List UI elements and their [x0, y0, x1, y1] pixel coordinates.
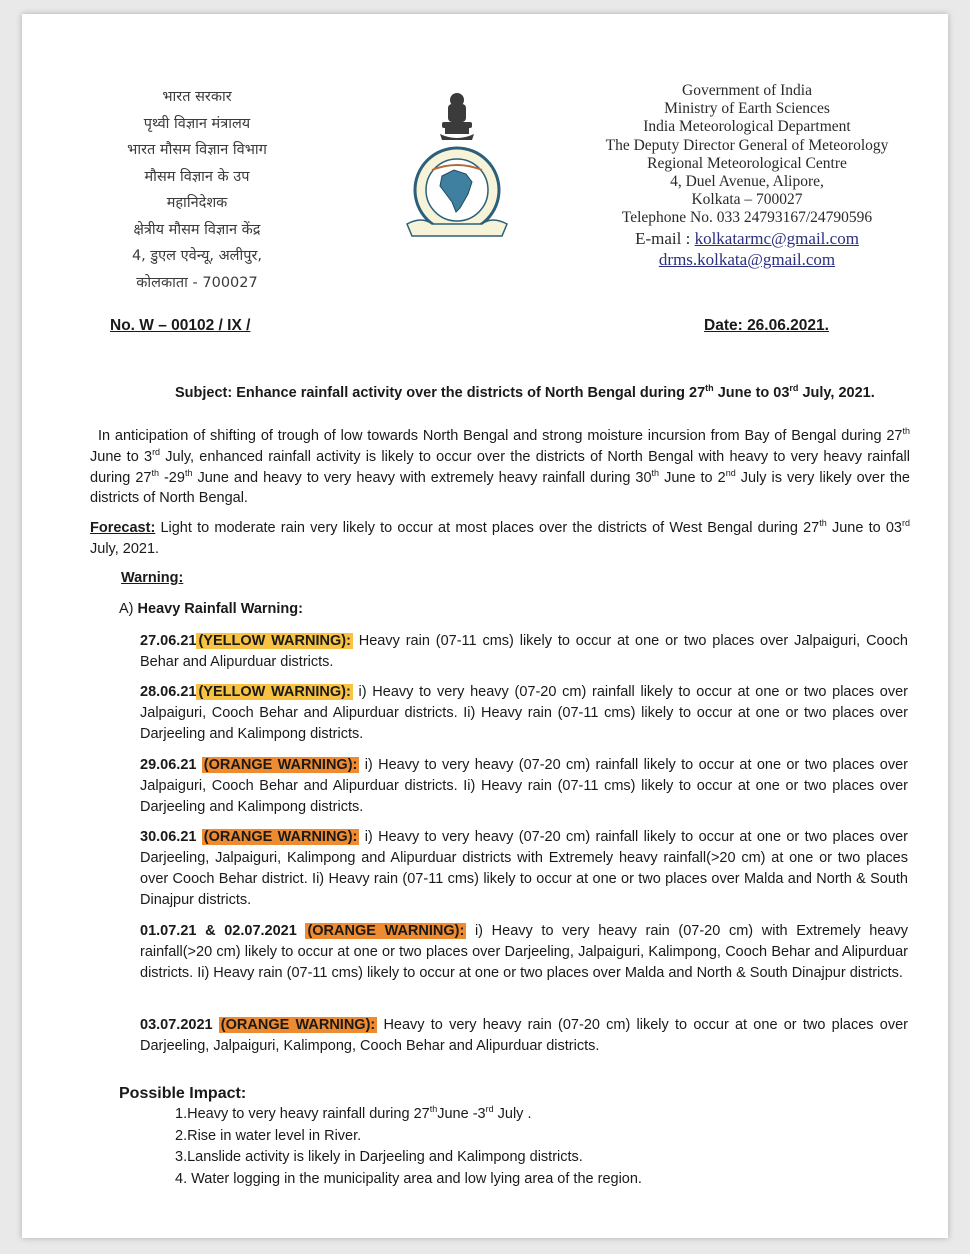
english-line: Telephone No. 033 24793167/24790596: [621, 209, 873, 227]
warning-item: 03.07.2021 (ORANGE WARNING): Heavy to very heavy rain (07-20 cm) likely to occur at one or two places over Darjeeling, Jalpaiguri, Kalimpong, Cooch Behar and Alipurduar districts.: [140, 1017, 908, 1054]
orange-warning-badge: (ORANGE WARNING):: [307, 923, 465, 939]
warning-item: 01.07.21 & 02.07.2021 (ORANGE WARNING): i) Heavy to very heavy rain (07-20 cm) with Extremely heavy rainfall(>20 cm) likely to occur at one or two places over Darjeeling, Jalpaiguri, Kalimpong, Cooch Behar and Alipurduar districts. Ii) Heavy rain (07-11 cms) likely to occur at one or two places over Malda and North & South Dinajpur districts.: [140, 923, 908, 981]
forecast-label: Forecast:: [90, 520, 156, 536]
impact-list: [175, 1104, 895, 1190]
intro-paragraph: In anticipation of shifting of trough of low towards North Bengal and strong moisture incursion from Bay of Bengal during 27th June to 3rd July, enhanced rainfall activity is likely to occur over the districts of North Bengal with heavy to very heavy rainfall during 27th -29th June and heavy to very heavy with extremely heavy rainfall during 30th June to 2nd July is very likely over the districts of North Bengal.: [90, 426, 910, 507]
hindi-line: भारत मौसम विज्ञान विभाग: [127, 142, 267, 158]
hindi-line: 4, डुएल एवेन्यू, अलीपुर,: [131, 248, 263, 264]
impact-heading: Possible Impact:: [119, 1085, 247, 1102]
imd-emblem-icon: [402, 90, 512, 250]
subject-line: Subject: Enhance rainfall activity over the districts of North Bengal during 27th June to 03rd July, 2021.: [175, 383, 875, 401]
english-line: Ministry of Earth Sciences: [664, 100, 830, 118]
list-item: 1.Heavy to very heavy rainfall during 27thJune -3rd July .: [175, 1104, 532, 1122]
list-item: 3.Lanslide activity is likely in Darjeeling and Kalimpong districts.: [175, 1149, 583, 1165]
yellow-warning-badge: (YELLOW WARNING):: [198, 633, 351, 649]
reference-number: No. W – 00102 / IX /: [110, 317, 251, 334]
english-line: India Meteorological Department: [643, 118, 851, 136]
hindi-line: पृथ्वी विज्ञान मंत्रालय: [143, 115, 251, 132]
english-line: Regional Meteorological Centre: [647, 154, 847, 172]
english-line: The Deputy Director General of Meteorology: [605, 136, 889, 154]
email-line: [557, 228, 937, 249]
hindi-line: मौसम विज्ञान के उप: [144, 168, 250, 185]
orange-warning-badge: (ORANGE WARNING):: [203, 757, 358, 773]
orange-warning-badge: (ORANGE WARNING):: [220, 1017, 376, 1033]
english-line: 4, Duel Avenue, Alipore,: [670, 173, 824, 191]
english-letterhead: [557, 82, 937, 270]
warning-item: 29.06.21 (ORANGE WARNING): i) Heavy to very heavy (07-20 cm) rainfall likely to occur at one or two places over Jalpaiguri, Cooch Behar and Alipurduar districts. Ii) Heavy rain (07-11 cms) likely to occur at one or two places over Darjeeling and Kalimpong districts.: [140, 757, 908, 815]
english-line: Kolkata – 700027: [691, 191, 803, 209]
yellow-warning-badge: (YELLOW WARNING):: [198, 684, 351, 700]
hindi-line: क्षेत्रीय मौसम विज्ञान केंद्र: [133, 221, 261, 238]
warning-item: 30.06.21 (ORANGE WARNING): i) Heavy to very heavy (07-20 cm) rainfall likely to occur at one or two places over Darjeeling, Jalpaiguri, Kalimpong and Alipurduar districts with Extremely heavy rainfall(>20 cm) at one or two places over Cooch Behar district. Ii) Heavy rain (07-11 cms) likely to occur at one or two places over Malda and North & South Dinajpur districts.: [140, 829, 908, 908]
english-line: Government of India: [682, 82, 812, 99]
hindi-letterhead: [92, 84, 302, 296]
forecast-paragraph: Forecast: Light to moderate rain very likely to occur at most places over the districts of West Bengal during 27th June to 03rd July, 2021.: [90, 518, 910, 557]
hindi-line: भारत सरकार: [162, 89, 232, 105]
lion-capital-icon: [440, 93, 474, 140]
hindi-line: कोलकाता - 700027: [136, 274, 258, 291]
list-item: 2.Rise in water level in River.: [175, 1127, 362, 1144]
email-label: E-mail :: [635, 228, 695, 248]
document-page: [22, 14, 948, 1238]
list-item: 4. Water logging in the municipality area and low lying area of the region.: [175, 1170, 642, 1187]
document-date: Date: 26.06.2021.: [704, 317, 829, 334]
section-heading: A) Heavy Rainfall Warning:: [119, 601, 303, 617]
warning-item: 27.06.21 (YELLOW WARNING): Heavy rain (07-11 cms) likely to occur at one or two places over Jalpaiguri, Cooch Behar and Alipurduar districts.: [140, 633, 908, 670]
warning-item: 28.06.21 (YELLOW WARNING): i) Heavy to very heavy (07-20 cm) rainfall likely to occur at one or two places over Jalpaiguri, Cooch Behar and Alipurduar districts. Ii) Heavy rain (07-11 cms) likely to occur at one or two places over Darjeeling and Kalimpong districts.: [140, 684, 908, 742]
email-link-2[interactable]: drms.kolkata@gmail.com: [658, 249, 836, 269]
warning-heading: Warning:: [121, 570, 184, 586]
email-link-1[interactable]: kolkatarmc@gmail.com: [694, 228, 859, 248]
hindi-line: महानिदेशक: [166, 195, 228, 211]
orange-warning-badge: (ORANGE WARNING):: [203, 829, 358, 845]
